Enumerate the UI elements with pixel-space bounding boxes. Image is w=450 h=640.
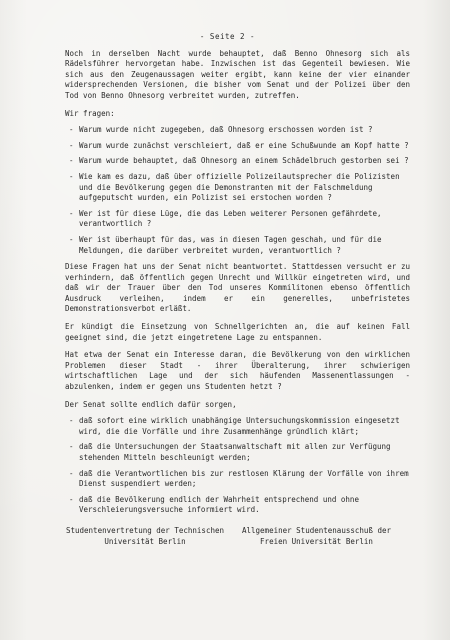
demand-item: - daß die Bevölkerung endlich der Wahrheit entsprechend und ohne Verschleierungsversuche informiert wird. [65, 495, 410, 516]
question-item: - Warum wurde behauptet, daß Ohnesorg an einem Schädelbruch gestorben sei ? [65, 156, 410, 167]
demand-item: - daß sofort eine wirklich unabhängige Untersuchungskommission eingesetzt wird, die die Vorfälle und ihre Zusammenhänge gründlich klärt; [65, 416, 410, 437]
demand-item: - daß die Verantwortlichen bis zur restlosen Klärung der Vorfälle von ihrem Dienst suspendiert werden; [65, 469, 410, 490]
question-item: - Wer ist überhaupt für das, was in diesen Tagen geschah, und für die Meldungen, die darüber verbreitet wurden, verantwortlich ? [65, 235, 410, 256]
courts-paragraph: Er kündigt die Einsetzung von Schnellgerichten an, die auf keinen Fall geeignet sind, die jetzt eingetretene Lage zu entspannen. [65, 322, 410, 342]
questions-label: Wir fragen: [65, 108, 115, 118]
question-item: - Warum wurde nicht zugegeben, daß Ohnesorg erschossen worden ist ? [65, 125, 410, 136]
distraction-paragraph: Hat etwa der Senat ein Interesse daran, die Bevölkerung von den wirklichen Problemen dieser Stadt - ihrer Überalterung, ihrer schwierigen wirtschaftlichen Lage und der sich häufenden Massenentlassungen - abzulenken, indem er gegen uns Studenten hetzt ? [65, 350, 410, 392]
senate-response-paragraph: Diese Fragen hat uns der Senat nicht beantwortet. Stattdessen versucht er zu verhindern, daß öffentlich gegen Unrecht und Willkür eingetreten wird, und daß wir der Trauer über den Tod unseres Kommilitonen ebenso öffentlich Ausdruck verleihen, indem er ein generelles, unbefristetes Demonstrationsverbot erläßt. [65, 262, 410, 314]
intro-paragraph: Noch in derselben Nacht wurde behauptet, daß Benno Ohnesorg sich als Rädelsführer hervorgetan habe. Inzwischen ist das Gegenteil bewiesen. Wie sich aus den Zeugenaussagen weiter ergibt, kann keine der vier einander widersprechenden Versionen, die bisher vom Senat und der Polizei über den Tod von Benno Ohnesorg verbreitet wurden, zutreffen. [65, 48, 410, 100]
signature-left: Studentenvertretung der Technischen Universität Berlin [65, 525, 225, 546]
page-header: - Seite 2 - [199, 32, 256, 41]
demands-list [65, 416, 410, 516]
question-item: - Wer ist für diese Lüge, die das Leben weiterer Personen gefährdete, verantwortlich ? [65, 209, 410, 230]
demand-item: - daß die Untersuchungen der Staatsanwaltschaft mit allen zur Verfügung stehenden Mitteln beschleunigt werden; [65, 442, 410, 463]
question-item: - Wie kam es dazu, daß über offizielle Polizeilautsprecher die Polizisten und die Bevölkerung gegen die Demonstranten mit der Falschmeldung aufgeputscht wurden, ein Polizist sei erstochen worden ? [65, 172, 410, 204]
question-item: - Warum wurde zunächst verschleiert, daß er eine Schußwunde am Kopf hatte ? [65, 141, 410, 152]
signature-block [65, 526, 410, 547]
signature-right: Allgemeiner Studentenausschuß der Freien Universität Berlin [241, 525, 391, 546]
demands-label: Der Senat sollte endlich dafür sorgen, [65, 399, 237, 409]
questions-list [65, 125, 410, 256]
